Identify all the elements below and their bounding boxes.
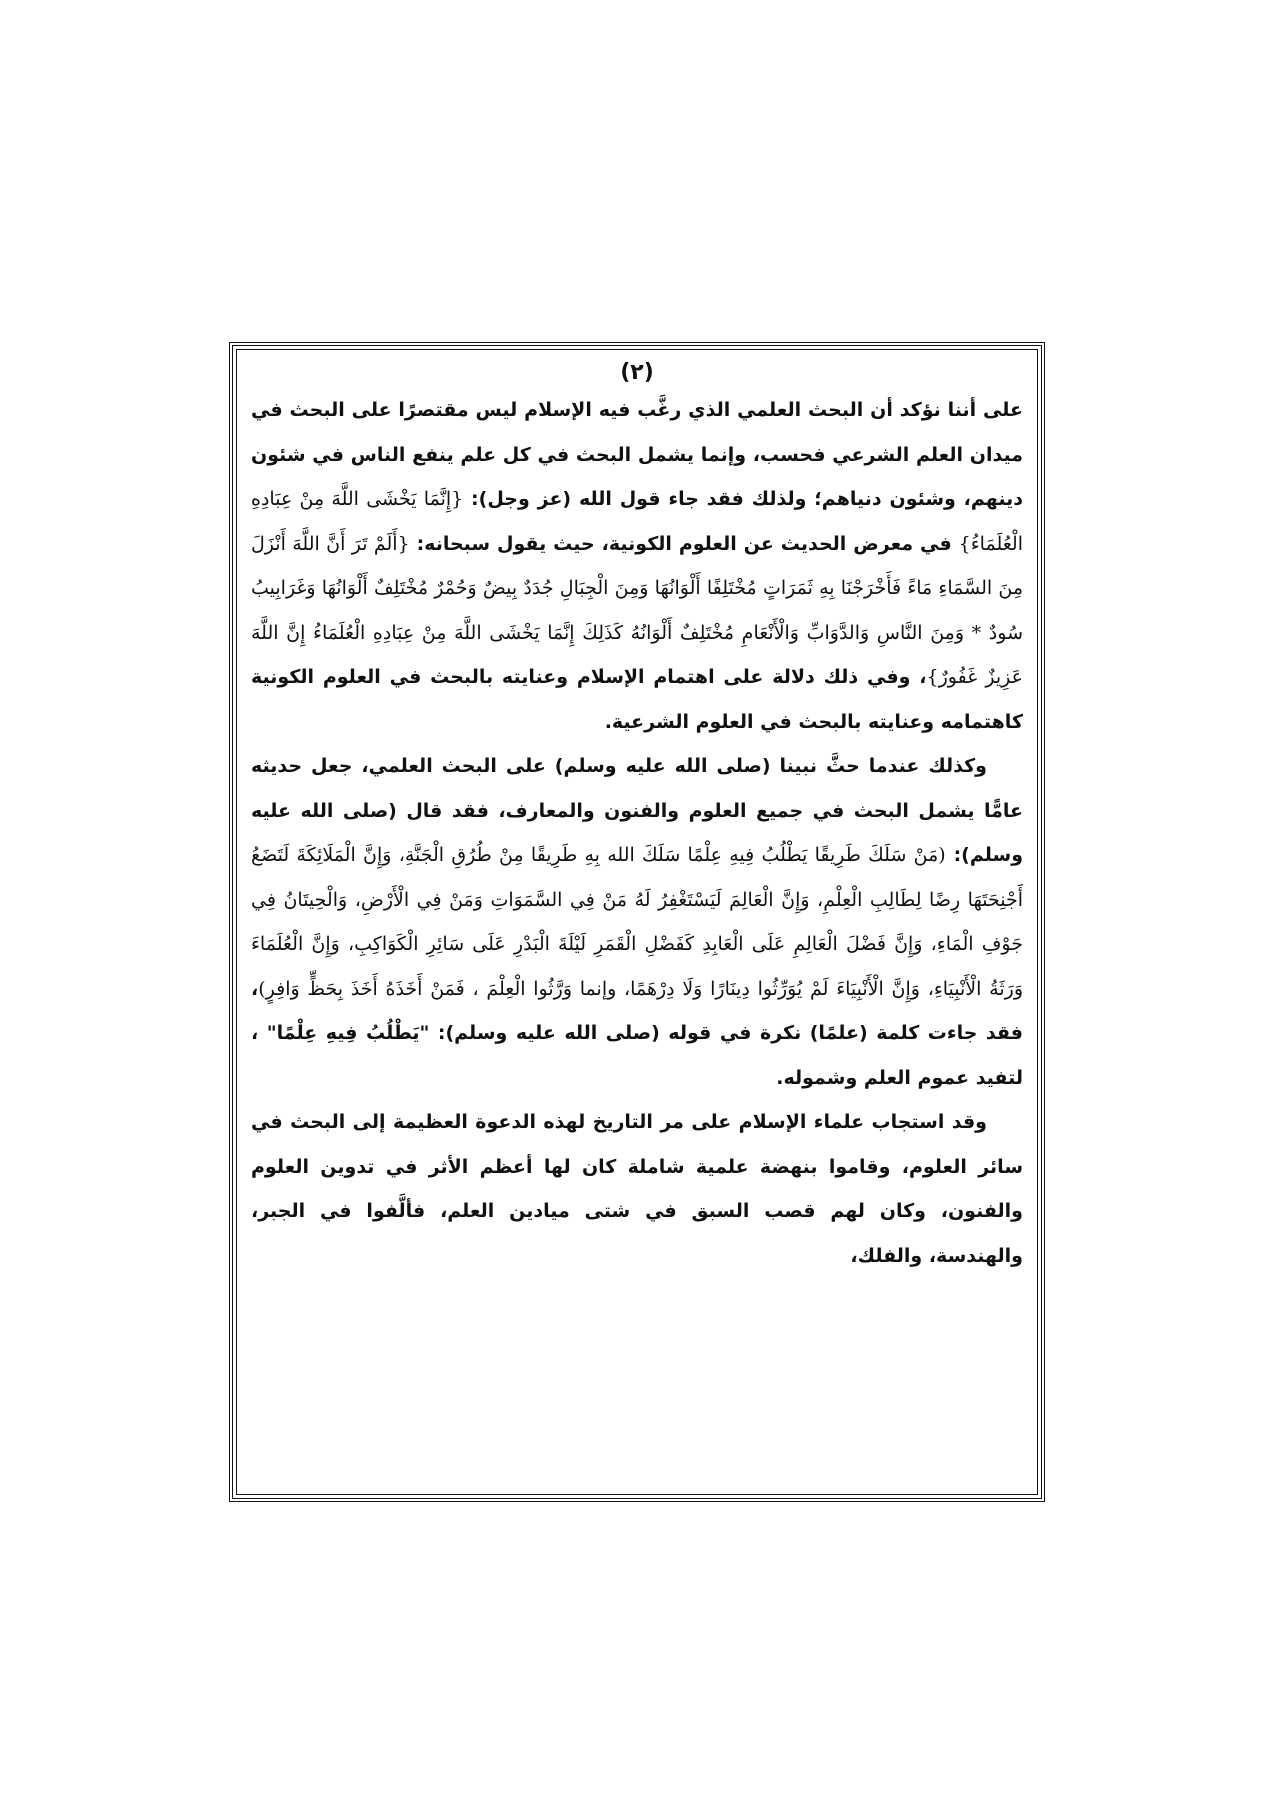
page-frame — [229, 342, 1045, 1502]
paragraph-1-text-a: على أننا نؤكد أن البحث العلمي الذي رغَّب فيه الإسلام ليس مقتصرًا على البحث في ميدان العلم الشرعي فحسب، وإنما يشمل البحث في كل علم ينفع الناس في شئون دينهم، وشئون دنياهم؛ ولذلك فقد جاء قول الله (عز وجل): — [251, 399, 1023, 510]
paragraph-2-text-a: وكذلك عندما حثَّ نبينا (صلى الله عليه وسلم) على البحث العلمي، جعل حديثه عامًّا يشمل البحث في جميع العلوم والفنون والمعارف، فقد قال (صلى الله عليه وسلم): — [251, 755, 1024, 866]
body-text — [251, 388, 1023, 1278]
hadith-quote: (مَنْ سَلَكَ طَرِيقًا يَطْلُبُ فِيهِ عِلْمًا سَلَكَ الله بِهِ طَرِيقًا مِنْ طُرُقِ الْجَنَّةِ، وَإِنَّ الْمَلَائِكَةَ لَتَضَعُ أَجْنِحَتَهَا رِضًا لِطَالِبِ الْعِلْمِ، وَإِنَّ الْعَالِمَ لَيَسْتَغْفِرُ لَهُ مَنْ فِي السَّمَوَاتِ وَمَنْ فِي الْأَرْضِ، وَالْحِيتَانُ فِي جَوْفِ الْمَاءِ، وَإِنَّ فَضْلَ الْعَالِمِ عَلَى الْعَابِدِ كَفَضْلِ الْقَمَرِ لَيْلَةَ الْبَدْرِ عَلَى سَائِرِ الْكَوَاكِبِ، وَإِنَّ الْعُلَمَاءَ وَرَثَةُ الْأَنْبِيَاءِ، وَإِنَّ الْأَنْبِيَاءَ لَمْ يُوَرِّثُوا دِينَارًا وَلَا دِرْهَمًا، وإنما وَرَّثُوا الْعِلْمَ ، فَمَنْ أَخَذَهُ أَخَذَ بِحَظٍّ وَافِرٍ) — [251, 844, 1023, 1000]
paragraph-1 — [251, 388, 1023, 744]
paragraph-3-text-a: وقد استجاب علماء الإسلام على مر التاريخ لهذه الدعوة العظيمة إلى البحث في سائر العلوم، وقاموا بنهضة علمية شاملة كان لها أعظم الأثر في تدوين العلوم والفنون، وكان لهم قصب السبق في شتى ميادين العلم، فألَّفوا في الجبر، والهندسة، والفلك، — [251, 1111, 1023, 1267]
paragraph-1-text-b: في معرض الحديث عن العلوم الكونية، حيث يقول سبحانه: — [409, 532, 959, 555]
paragraph-2 — [251, 744, 1023, 1100]
quran-verse-2: {أَلَمْ تَرَ أَنَّ اللَّهَ أَنْزَلَ مِنَ السَّمَاءِ مَاءً فَأَخْرَجْنَا بِهِ ثَمَرَاتٍ مُخْتَلِفًا أَلْوَانُهَا وَمِنَ الْجِبَالِ جُدَدٌ بِيضٌ وَحُمْرٌ مُخْتَلِفٌ أَلْوَانُهَا وَغَرَابِيبُ سُودٌ * وَمِنَ النَّاسِ وَالدَّوَابِّ وَالْأَنْعَامِ مُخْتَلِفٌ أَلْوَانُهُ كَذَلِكَ إِنَّمَا يَخْشَى اللَّهَ مِنْ عِبَادِهِ الْعُلَمَاءُ إِنَّ اللَّهَ عَزِيزٌ غَفُورٌ} — [251, 532, 1024, 688]
quran-verse-1: {إِنَّمَا يَخْشَى اللَّهَ مِنْ عِبَادِهِ الْعُلَمَاءُ} — [251, 488, 1023, 555]
page-number: (٢) — [620, 360, 654, 385]
paragraph-1-text-c: ، وفي ذلك دلالة على اهتمام الإسلام وعنايته بالبحث في العلوم الكونية كاهتمامه وعنايته بالبحث في العلوم الشرعية. — [251, 666, 1023, 733]
paragraph-2-text-b: ، فقد جاءت كلمة (علمًا) نكرة في قوله (صلى الله عليه وسلم): "يَطْلُبُ فِيهِ عِلْمًا" ، لتفيد عموم العلم وشموله. — [251, 977, 1023, 1089]
paragraph-3 — [251, 1100, 1023, 1278]
